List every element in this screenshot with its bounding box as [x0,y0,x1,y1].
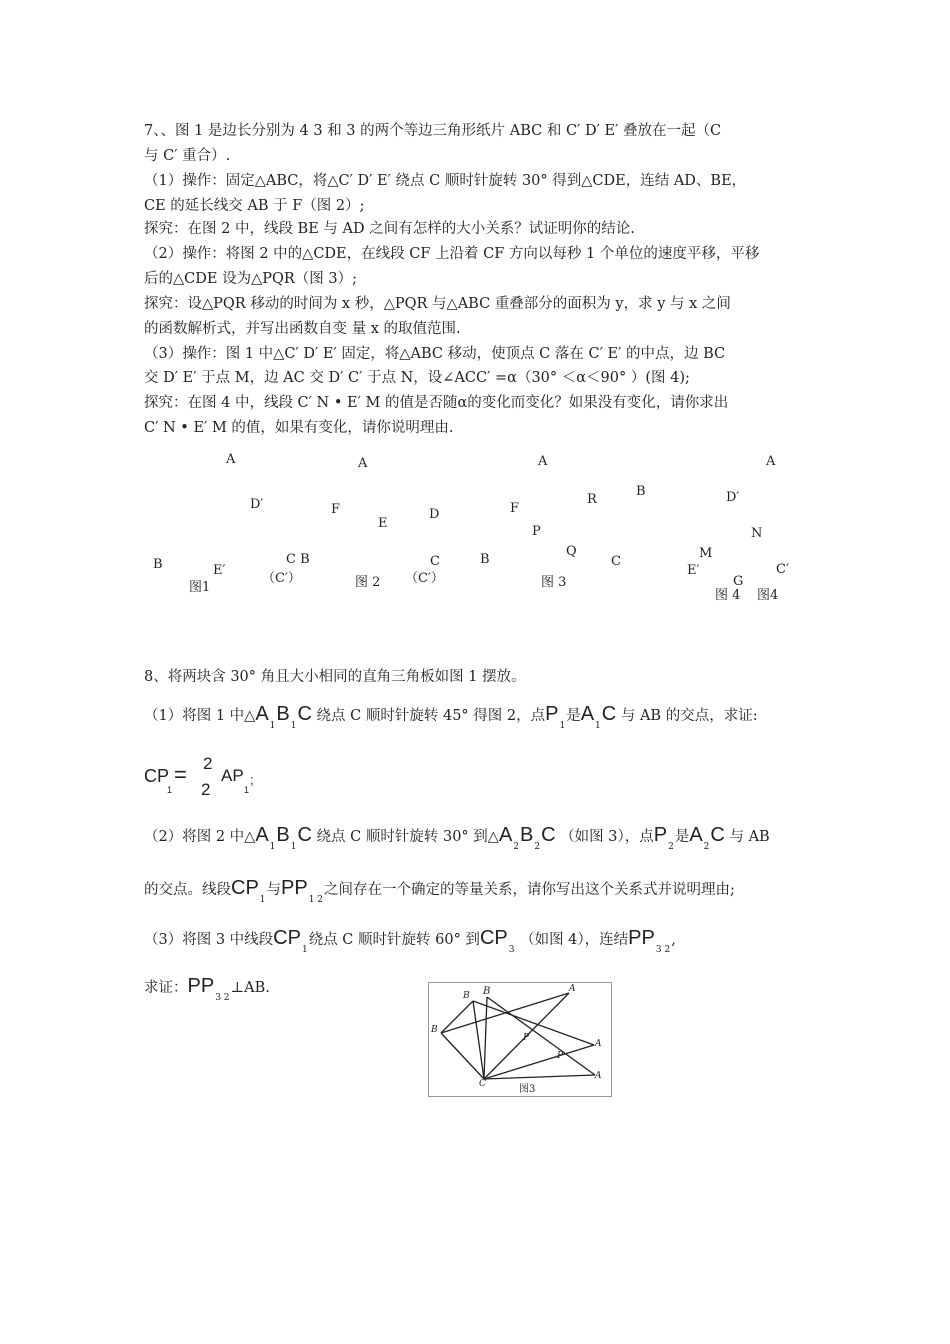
q7-line-7: 后的△CDE 设为△PQR（图 3）; [144,271,357,287]
fig-label: （C′） [262,571,301,586]
fig-label: F [331,502,341,517]
text: 绕点 C 顺时针旋转 45° 得图 2，点 [316,708,546,724]
fig-label: A [569,984,576,994]
fig-label: C′ [776,562,789,577]
q8-part1: （1）将图 1 中$\triangle A_1B_1C$ 绕点 C 顺时针旋转 45° 得图 2，点$P_1$是$A_1C$ 与 AB 的交点，求证: [144,703,758,731]
text: , [671,932,676,948]
fig-label: B [431,1025,438,1035]
q7-line-11: 交 D′ E′ 于点 M，边 AC 交 D′ C′ 于点 N，设∠ACC′ =α（30° ＜α＜90° ）(图 4); [144,370,690,386]
fig-label: P [532,524,541,539]
fig-label: A [538,454,548,469]
fig-label: A [595,1039,602,1049]
text: （如图 3），点 [560,829,654,845]
text: 与 AB 的交点，求证: [620,708,758,724]
q7-line-12: 探究：在图 4 中，线段 C′ N • E′ M 的值是否随α的变化而变化？如果没有变化，请你求出 [144,395,729,411]
fig-label: P [523,1033,530,1043]
fig-label: B [483,986,491,997]
fig-label: B [463,991,470,1001]
fig-label: B [480,552,490,567]
fig-label: A [226,452,236,467]
eq-equals: = [174,762,187,787]
fig-label: P [557,1051,564,1061]
text: 与 AB [729,829,770,845]
fig-label: R [587,492,597,507]
eq-rhs: AP [221,766,244,785]
text: 是 [566,708,581,724]
figure-caption: 图3 [519,1084,536,1095]
fig-label: B [636,484,646,499]
fig-label: C [611,554,621,569]
eq-denominator: 2 [201,780,211,799]
fig-label: A [595,1071,602,1081]
q8-part3: （3）将图 3 中线段$CP_1$绕点 C 顺时针旋转 60° 到$CP_3$ （如图 4），连结$PP_{3 2}$, [144,927,676,955]
q8-part2: （2）将图 2 中$\triangle A_1B_1C$ 绕点 C 顺时针旋转 30° 到$\triangle A_2B_2C$ （如图 3），点$P_2$是$A_2C$ 与 AB [144,824,770,852]
eq-end: ; [250,772,254,787]
eq-lhs: CP [144,766,170,786]
fig-label: G [733,574,744,589]
text: 绕点 C 顺时针旋转 60° 到 [308,932,480,948]
fig-label: D′ [726,490,740,505]
fig-label: D [429,507,440,522]
text: 是 [674,829,690,845]
figure-caption: 图 4 [715,588,741,603]
text: 绕点 C 顺时针旋转 30° 到△ [316,829,499,845]
fig-label: B [153,557,163,572]
text: 之间存在一个确定的等量关系，请你写出这个关系式并说明理由; [324,882,735,898]
figure-caption: 图1 [189,580,211,595]
q7-line-4: CE 的延长线交 AB 于 F（图 2）; [144,198,365,214]
eq-sub: 1 [167,785,173,795]
fig-label: C B [286,552,310,567]
figure-caption: 图4 [757,588,779,603]
figure-caption: 图 3 [541,575,567,590]
eq-numerator: 2 [203,754,213,773]
text: （2）将图 2 中△ [144,829,256,845]
text: 与 [266,882,282,898]
fig-label: E′ [687,563,700,578]
q7-line-2: 与 C′ 重合）. [144,148,231,164]
q7-line-5: 探究：在图 2 中，线段 BE 与 AD 之间有怎样的大小关系？试证明你的结论. [144,221,635,237]
fig-label: （C′） [405,571,444,586]
text: 求证： [144,980,188,996]
fig-label: E′ [213,563,226,578]
fig-label: A [358,456,368,471]
fig-label: M [699,546,713,561]
q7-line-1: 7、、图 1 是边长分别为 4 3 和 3 的两个等边三角形纸片 ABC 和 C′ D′ E′ 叠放在一起（C [144,123,722,139]
q7-line-13: C′ N • E′ M 的值，如果有变化，请你说明理由. [144,420,454,436]
q8-figure-3 [428,982,612,1097]
figure-caption: 图 2 [355,575,381,590]
fig-label: E [378,516,388,531]
fig-label: C [430,554,440,569]
q7-line-9: 的函数解析式，并写出函数自变 量 x 的取值范围. [144,321,461,337]
text: （1）将图 1 中△ [144,708,256,724]
q7-line-8: 探究：设△PQR 移动的时间为 x 秒，△PQR 与△ABC 重叠部分的面积为 y，求 y 与 x 之间 [144,296,731,312]
fig-label: A [766,454,776,469]
q7-line-3: （1）操作：固定△ABC，将△C′ D′ E′ 绕点 C 顺时针旋转 30° 得到△CDE，连结 AD、BE， [144,173,747,189]
q8-part2-cont: 的交点。线段$CP_1$与$PP_{1 2}$之间存在一个确定的等量关系，请你写出这个关系式并说明理由; [144,877,735,905]
text: ⊥AB. [230,980,270,996]
text: （3）将图 3 中线段 [144,932,274,948]
fig-label: N [751,526,763,541]
text: （如图 4），连结 [520,932,629,948]
fig-label: C [479,1079,486,1089]
q7-line-10: （3）操作：图 1 中△C′ D′ E′ 固定，将△ABC 移动，使顶点 C 落在 C′ E′ 的中点，边 BC [144,346,726,362]
fig-label: F [510,501,520,516]
text: 的交点。线段 [144,882,231,898]
q7-line-6: （2）操作：将图 2 中的△CDE，在线段 CF 上沿着 CF 方向以每秒 1 个单位的速度平移，平移 [144,246,760,262]
eq-sub: 1 [244,785,250,795]
q8-part4: 求证：$PP_{3 2}\perp AB$. [144,975,270,1003]
fig-label: D′ [250,497,264,512]
fig-label: Q [566,544,577,559]
q8-intro: 8、将两块含 30° 角且大小相同的直角三角板如图 1 摆放。 [144,669,526,685]
